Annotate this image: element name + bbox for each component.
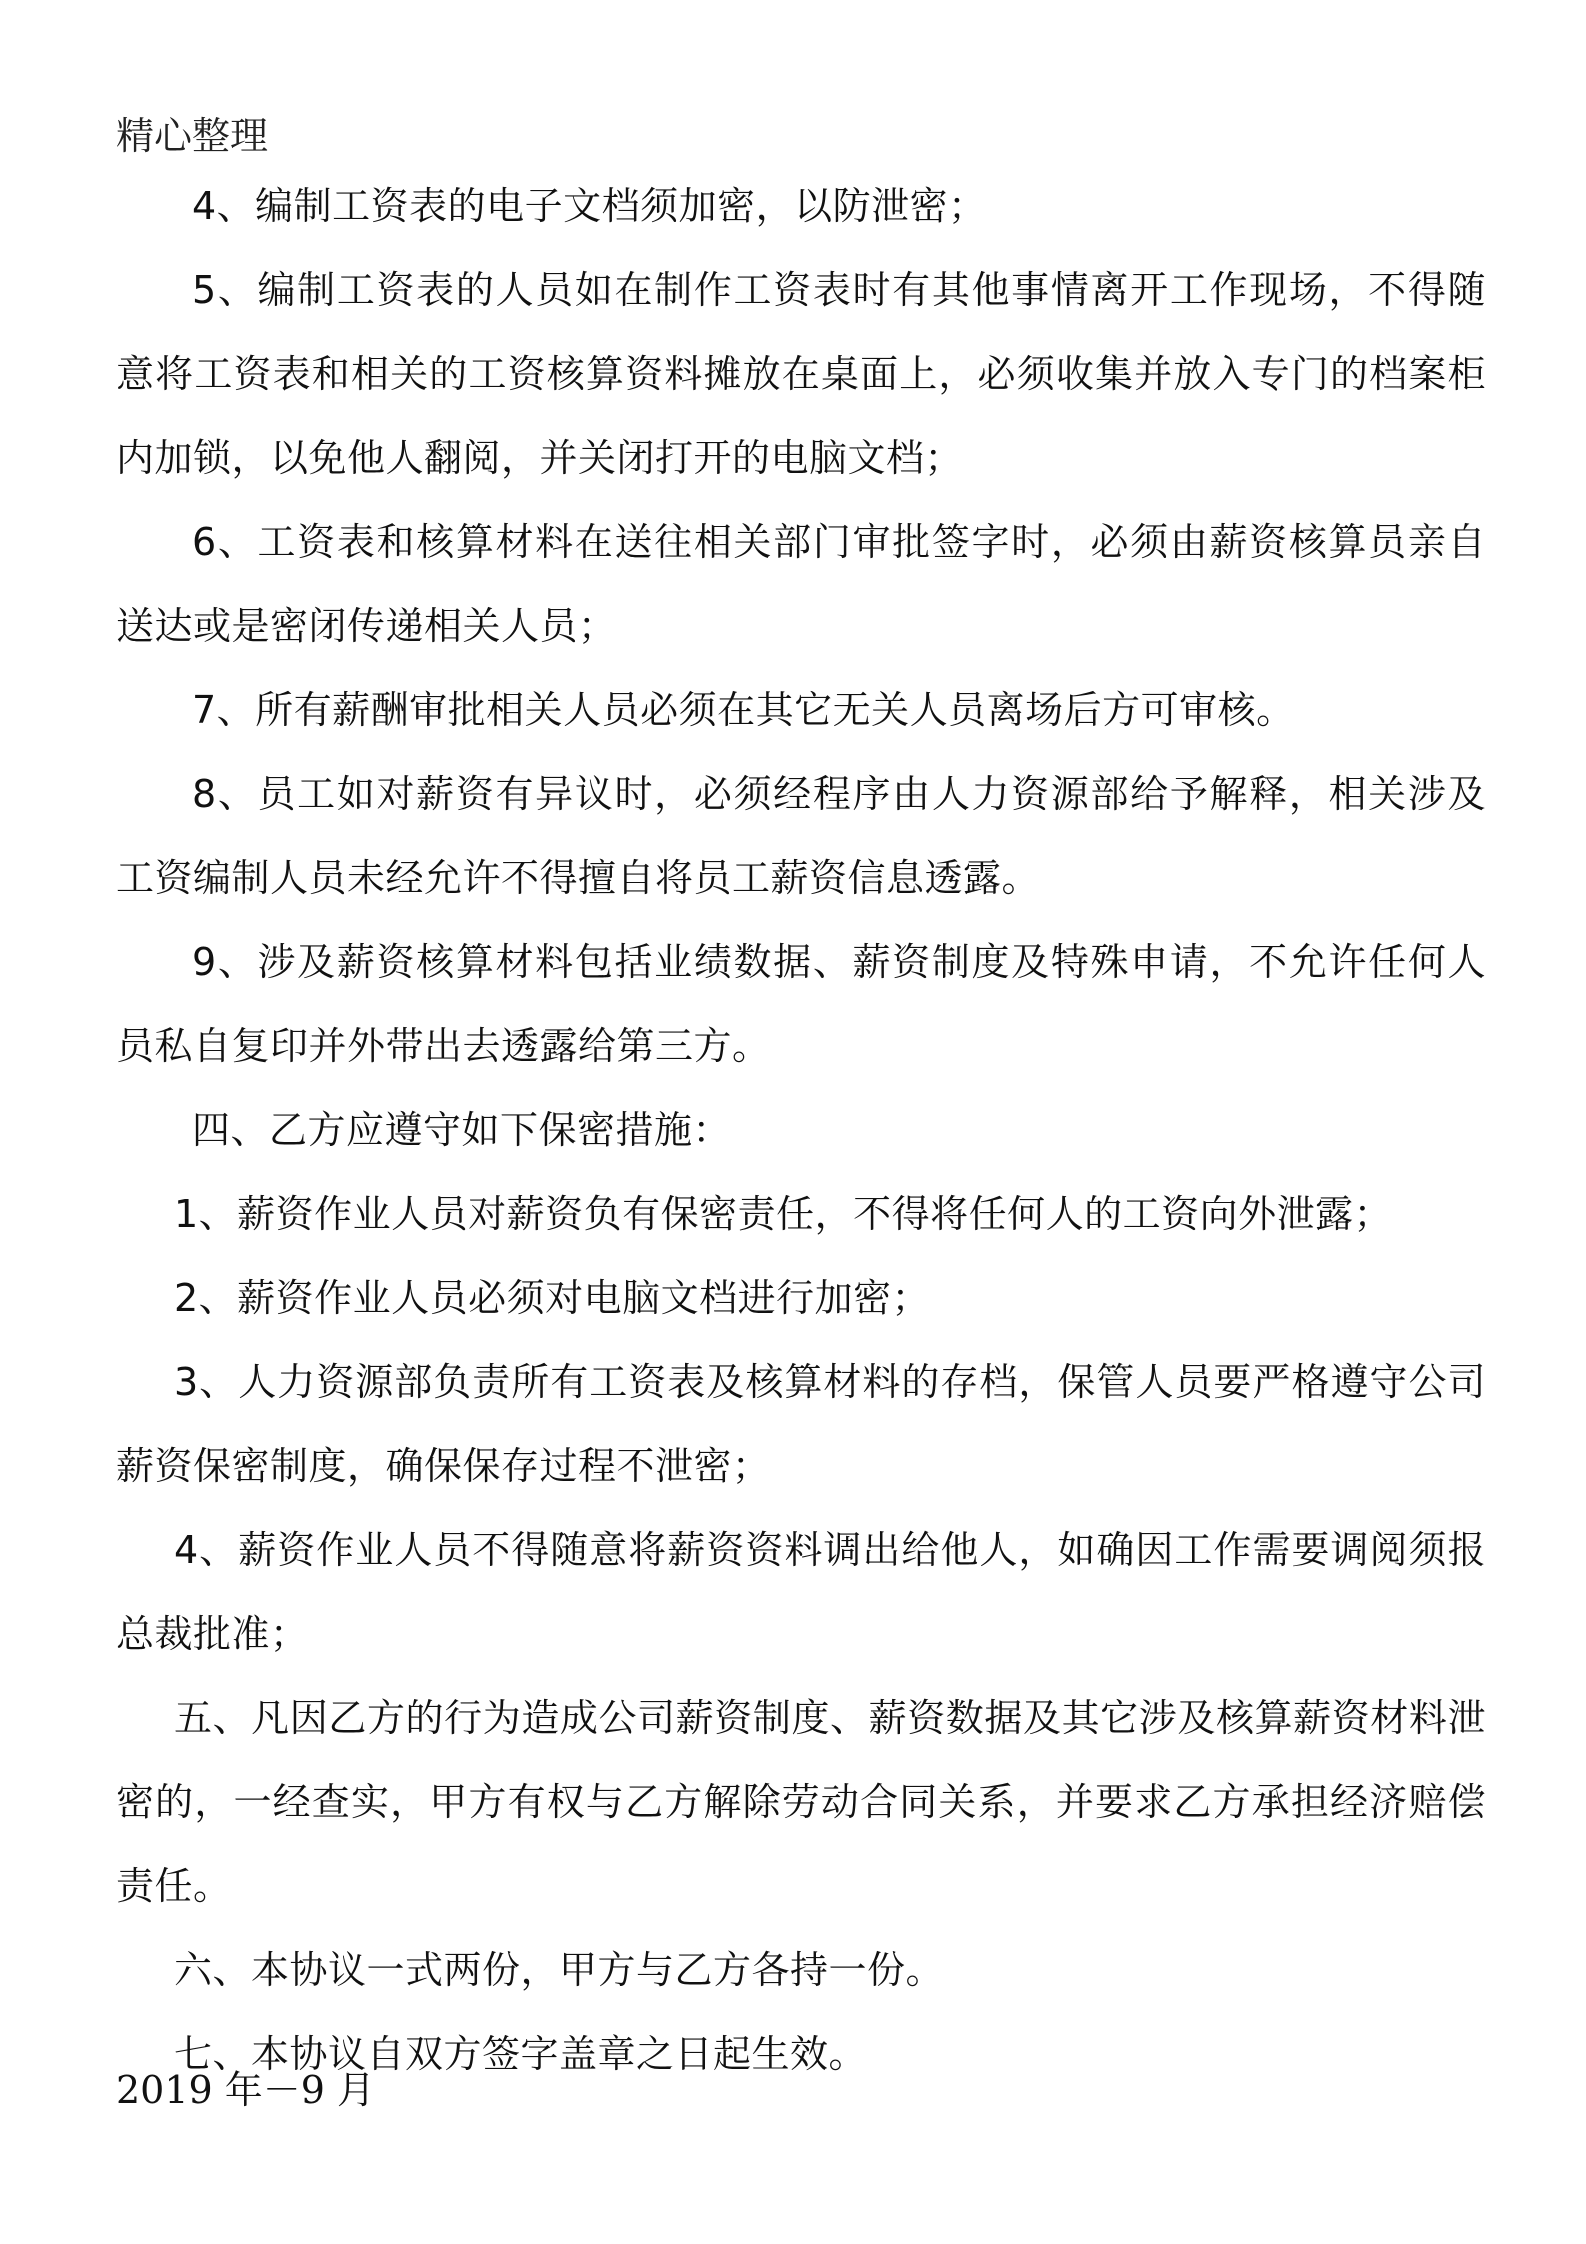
- date-line: 2019 年－9 月: [116, 2068, 376, 2112]
- paragraph-item-6-approval-delivery: 6、工资表和核算材料在送往相关部门审批签字时，必须由薪资核算员亲自送达或是密闭传递相关人员；: [116, 520, 1486, 648]
- section-7-effective: 七、本协议自双方签字盖章之日起生效。: [174, 2032, 868, 2076]
- measure-item-2: 2、薪资作业人员必须对电脑文档进行加密；: [174, 1276, 931, 1320]
- paragraph-item-4-encryption: 4、编制工资表的电子文档须加密，以防泄密；: [192, 184, 987, 228]
- paragraph-item-5-leaving-workplace: 5、编制工资表的人员如在制作工资表时有其他事情离开工作现场，不得随意将工资表和相关的工资核算资料摊放在桌面上，必须收集并放入专门的档案柜内加锁，以免他人翻阅，并关闭打开的电脑文档；: [116, 268, 1486, 480]
- measure-item-1: 1、薪资作业人员对薪资负有保密责任，不得将任何人的工资向外泄露；: [174, 1192, 1393, 1236]
- paragraph-item-8-objection: 8、员工如对薪资有异议时，必须经程序由人力资源部给予解释，相关涉及工资编制人员未经允许不得擅自将员工薪资信息透露。: [116, 772, 1486, 900]
- measure-item-3: 3、人力资源部负责所有工资表及核算材料的存档，保管人员要严格遵守公司薪资保密制度，确保保存过程不泄密；: [116, 1360, 1486, 1488]
- paragraph-item-7-review: 7、所有薪酬审批相关人员必须在其它无关人员离场后方可审核。: [192, 688, 1295, 732]
- header-note: 精心整理: [116, 114, 269, 158]
- section-6-copies: 六、本协议一式两份，甲方与乙方各持一份。: [174, 1948, 945, 1992]
- measure-item-4: 4、薪资作业人员不得随意将薪资资料调出给他人，如确因工作需要调阅须报总裁批准；: [116, 1528, 1486, 1656]
- paragraph-item-9-materials: 9、涉及薪资核算材料包括业绩数据、薪资制度及特殊申请，不允许任何人员私自复印并外带出去透露给第三方。: [116, 940, 1486, 1068]
- section-heading-4: 四、乙方应遵守如下保密措施：: [192, 1108, 732, 1152]
- section-5-liability: 五、凡因乙方的行为造成公司薪资制度、薪资数据及其它涉及核算薪资材料泄密的，一经查实，甲方有权与乙方解除劳动合同关系，并要求乙方承担经济赔偿责任。: [116, 1696, 1486, 1908]
- document-body: [116, 164, 1486, 2096]
